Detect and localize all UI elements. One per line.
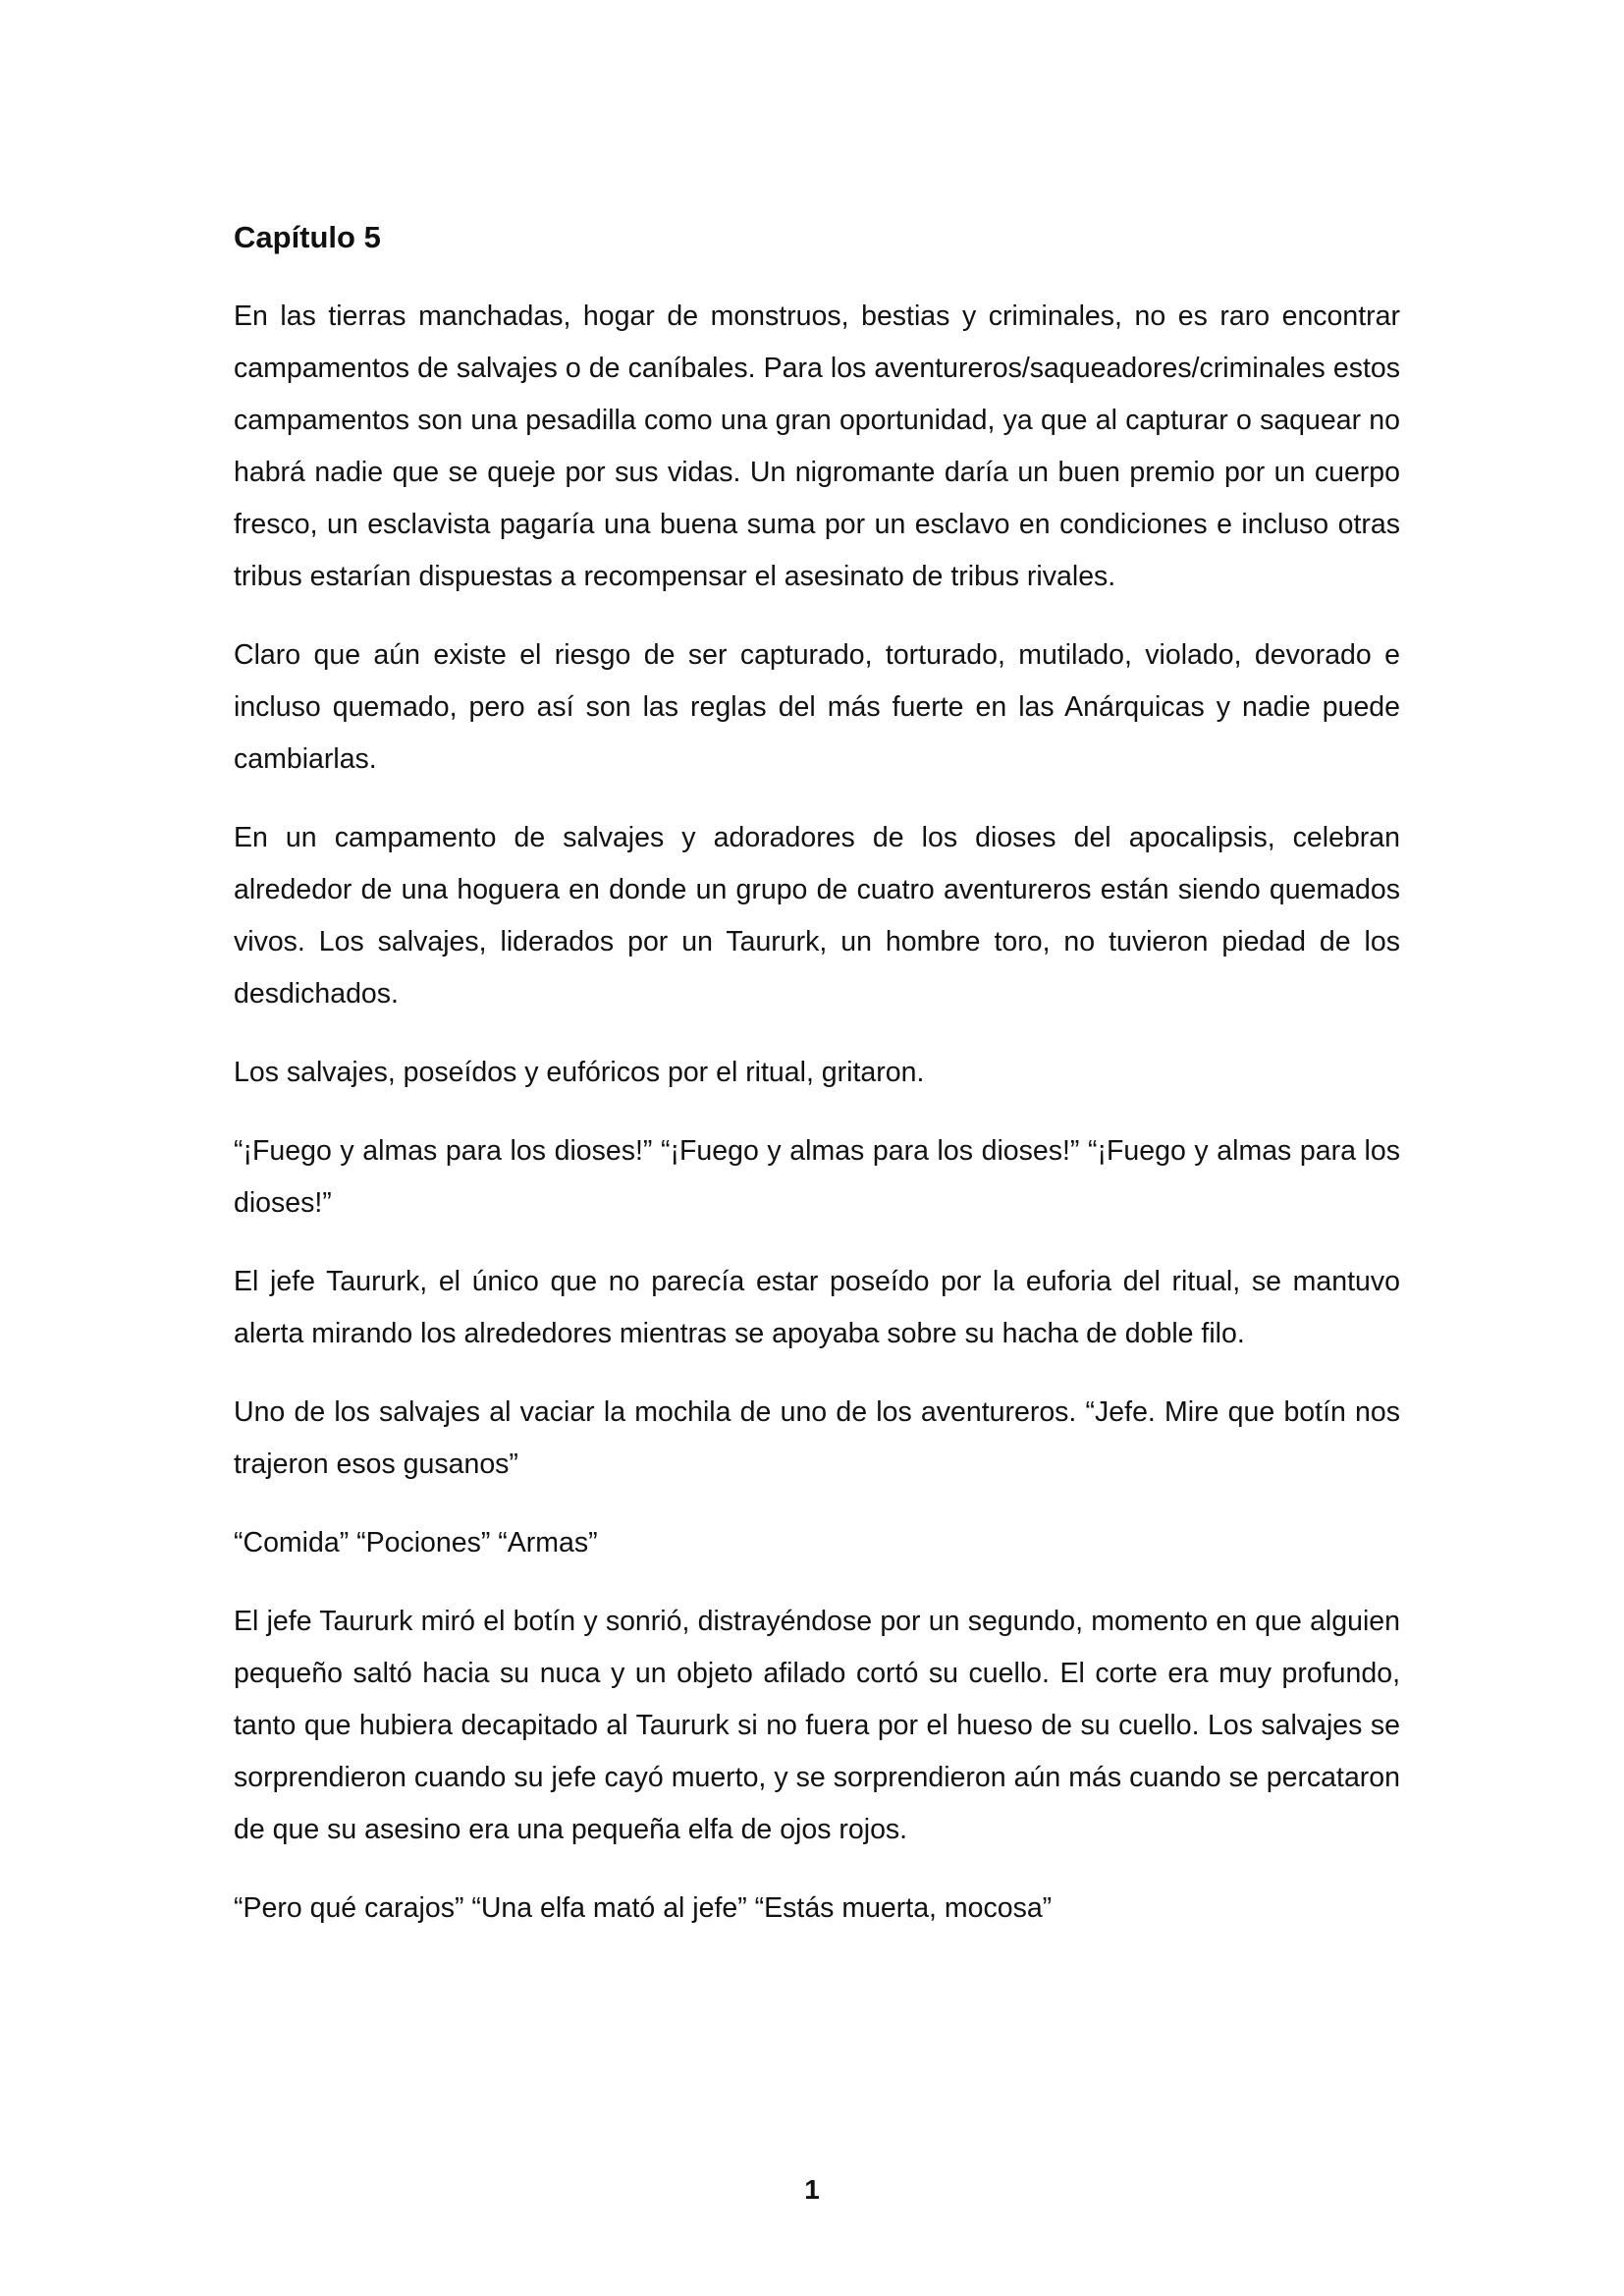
page-number: 1 <box>804 2174 820 2205</box>
paragraph-10: “Pero qué carajos” “Una elfa mató al jefe” “Estás muerta, mocosa” <box>234 1892 1053 1924</box>
paragraph-2: Claro que aún existe el riesgo de ser capturado, torturado, mutilado, violado, devorado e incluso quemado, pero así son las reglas del más fuerte en las Anárquicas y nadie puede cambiarlas. <box>234 639 1400 775</box>
page-body <box>234 218 1400 1961</box>
paragraph-8: “Comida” “Pociones” “Armas” <box>234 1527 598 1558</box>
paragraph-7: Uno de los salvajes al vaciar la mochila de uno de los aventureros. “Jefe. Mire que botín nos trajeron esos gusanos” <box>234 1396 1400 1480</box>
paragraph-5: “¡Fuego y almas para los dioses!” “¡Fuego y almas para los dioses!” “¡Fuego y almas para los dioses!” <box>234 1135 1400 1219</box>
paragraph-1: En las tierras manchadas, hogar de monstruos, bestias y criminales, no es raro encontrar campamentos de salvajes o de caníbales. Para los aventureros/saqueadores/criminales estos campamentos son una pesadilla como una gran oportunidad, ya que al capturar o saquear no habrá nadie que se queje por sus vidas. Un nigromante daría un buen premio por un cuerpo fresco, un esclavista pagaría una buena suma por un esclavo en condiciones e incluso otras tribus estarían dispuestas a recompensar el asesinato de tribus rivales. <box>234 301 1400 592</box>
paragraph-6: El jefe Taururk, el único que no parecía estar poseído por la euforia del ritual, se mantuvo alerta mirando los alrededores mientras se apoyaba sobre su hacha de doble filo. <box>234 1266 1400 1349</box>
chapter-title: Capítulo 5 <box>234 220 381 254</box>
paragraph-4: Los salvajes, poseídos y eufóricos por el ritual, gritaron. <box>234 1057 925 1088</box>
paragraph-3: En un campamento de salvajes y adoradores de los dioses del apocalipsis, celebran alrededor de una hoguera en donde un grupo de cuatro aventureros están siendo quemados vivos. Los salvajes, liderados por un Taururk, un hombre toro, no tuvieron piedad de los desdichados. <box>234 822 1400 1010</box>
paragraph-9: El jefe Taururk miró el botín y sonrió, distrayéndose por un segundo, momento en que alguien pequeño saltó hacia su nuca y un objeto afilado cortó su cuello. El corte era muy profundo, tanto que hubiera decapitado al Taururk si no fuera por el hueso de su cuello. Los salvajes se sorprendieron cuando su jefe cayó muerto, y se sorprendieron aún más cuando se percataron de que su asesino era una pequeña elfa de ojos rojos. <box>234 1606 1400 1845</box>
